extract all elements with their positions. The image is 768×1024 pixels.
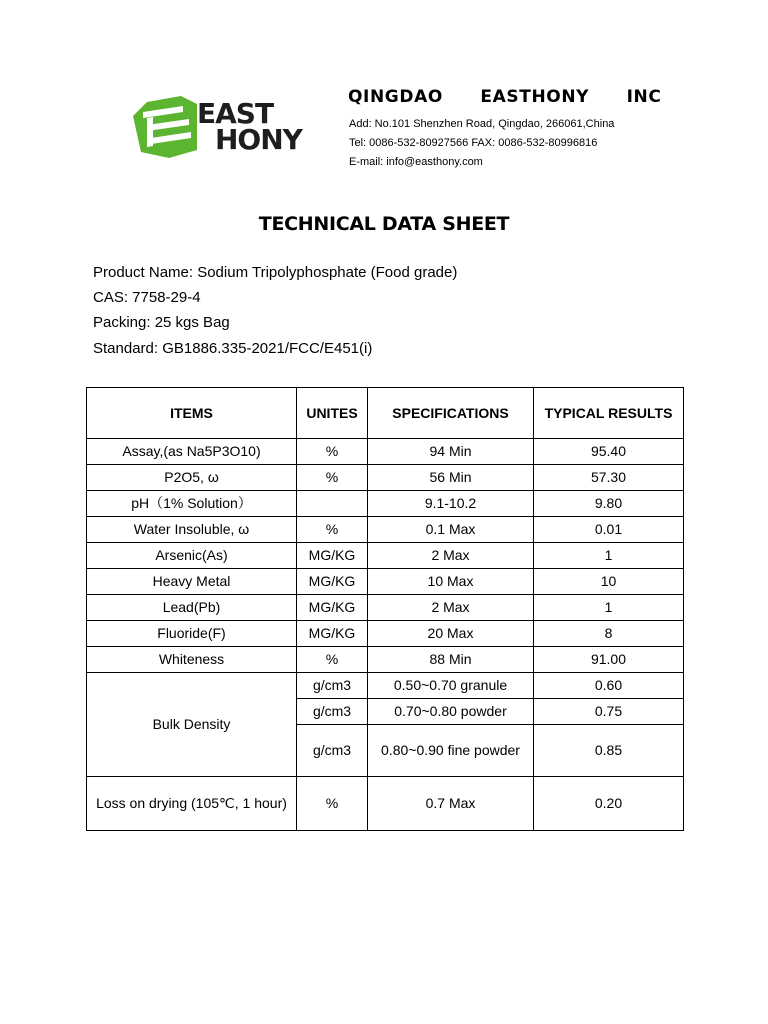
table-row	[87, 465, 684, 491]
product-standard: Standard: GB1886.335-2021/FCC/E451(i)	[93, 340, 373, 357]
spec-cell: 0.50~0.70 granule	[368, 673, 534, 699]
result-cell: 0.60	[534, 673, 684, 699]
spec-cell: 56 Min	[368, 465, 534, 491]
spec-cell: 94 Min	[368, 439, 534, 465]
table-row-loss-on-drying	[87, 777, 684, 831]
table-row	[87, 491, 684, 517]
item-cell: Whiteness	[87, 647, 297, 673]
spec-cell: 0.70~0.80 powder	[368, 699, 534, 725]
result-cell: 0.20	[534, 777, 684, 831]
unit-cell: MG/KG	[297, 621, 368, 647]
item-cell: Assay,(as Na5P3O10)	[87, 439, 297, 465]
result-cell: 0.85	[534, 725, 684, 777]
table-header-row	[87, 388, 684, 439]
table-row	[87, 569, 684, 595]
spec-cell: 10 Max	[368, 569, 534, 595]
result-cell: 9.80	[534, 491, 684, 517]
spec-cell: 0.80~0.90 fine powder	[368, 725, 534, 777]
table-row	[87, 517, 684, 543]
item-cell: Lead(Pb)	[87, 595, 297, 621]
table-row	[87, 595, 684, 621]
company-phone-fax: Tel: 0086-532-80927566 FAX: 0086-532-80996816	[349, 137, 598, 149]
unit-cell: MG/KG	[297, 595, 368, 621]
spec-cell: 9.1-10.2	[368, 491, 534, 517]
unit-cell: MG/KG	[297, 543, 368, 569]
result-cell: 91.00	[534, 647, 684, 673]
unit-cell	[297, 491, 368, 517]
item-cell: P2O5, ω	[87, 465, 297, 491]
unit-cell: %	[297, 647, 368, 673]
table-row	[87, 439, 684, 465]
item-cell: Water Insoluble, ω	[87, 517, 297, 543]
spec-cell: 88 Min	[368, 647, 534, 673]
product-packing: Packing: 25 kgs Bag	[93, 314, 230, 331]
document-title: TECHNICAL DATA SHEET	[258, 213, 510, 235]
table-row-bulk-density	[87, 673, 684, 699]
product-cas: CAS: 7758-29-4	[93, 289, 201, 306]
company-logo	[133, 96, 302, 160]
company-address: Add: No.101 Shenzhen Road, Qingdao, 266061,China	[349, 118, 615, 130]
table-row	[87, 621, 684, 647]
unit-cell: %	[297, 439, 368, 465]
header-specifications: SPECIFICATIONS	[368, 388, 534, 439]
spec-cell: 2 Max	[368, 595, 534, 621]
spec-cell: 0.1 Max	[368, 517, 534, 543]
logo-mark-icon	[133, 96, 199, 160]
result-cell: 1	[534, 595, 684, 621]
unit-cell: g/cm3	[297, 699, 368, 725]
company-name: QINGDAO EASTHONY INC	[348, 87, 662, 107]
item-cell: Bulk Density	[87, 673, 297, 777]
item-cell: Arsenic(As)	[87, 543, 297, 569]
result-cell: 57.30	[534, 465, 684, 491]
item-cell: Heavy Metal	[87, 569, 297, 595]
company-email: E-mail: info@easthony.com	[349, 156, 483, 168]
unit-cell: %	[297, 517, 368, 543]
table-row	[87, 647, 684, 673]
result-cell: 8	[534, 621, 684, 647]
logo-word-east: EAST	[197, 97, 274, 130]
header-unites: UNITES	[297, 388, 368, 439]
result-cell: 10	[534, 569, 684, 595]
result-cell: 0.75	[534, 699, 684, 725]
table-row	[87, 543, 684, 569]
result-cell: 95.40	[534, 439, 684, 465]
spec-table	[86, 387, 684, 831]
product-name: Product Name: Sodium Tripolyphosphate (Food grade)	[93, 264, 458, 281]
item-cell: Loss on drying (105℃, 1 hour)	[87, 777, 297, 831]
unit-cell: MG/KG	[297, 569, 368, 595]
spec-cell: 20 Max	[368, 621, 534, 647]
logo-word-hony: HONY	[215, 123, 302, 156]
result-cell: 0.01	[534, 517, 684, 543]
header-typical-results: TYPICAL RESULTS	[534, 388, 684, 439]
unit-cell: %	[297, 777, 368, 831]
item-cell: Fluoride(F)	[87, 621, 297, 647]
unit-cell: g/cm3	[297, 725, 368, 777]
result-cell: 1	[534, 543, 684, 569]
spec-cell: 2 Max	[368, 543, 534, 569]
header-items: ITEMS	[87, 388, 297, 439]
spec-cell: 0.7 Max	[368, 777, 534, 831]
unit-cell: %	[297, 465, 368, 491]
item-cell: pH（1% Solution）	[87, 491, 297, 517]
unit-cell: g/cm3	[297, 673, 368, 699]
